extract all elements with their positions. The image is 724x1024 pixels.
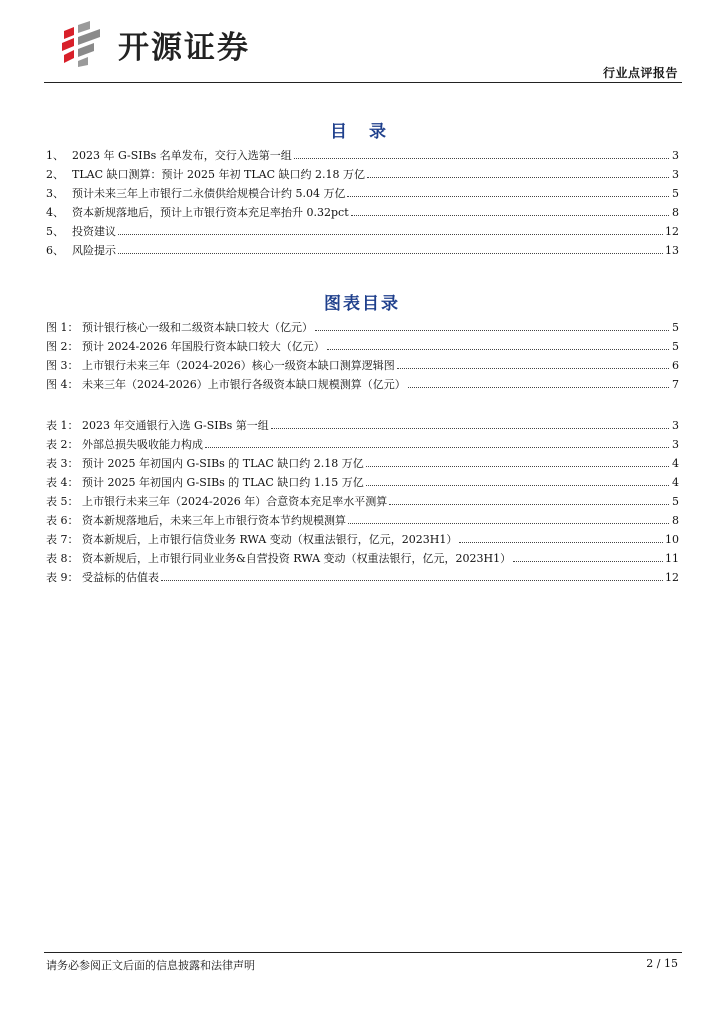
dot-leader <box>366 473 669 486</box>
table-entry-number: 表 8： <box>46 552 79 565</box>
dot-leader <box>459 530 663 543</box>
page-number: 2 / 15 <box>646 957 678 970</box>
table-entry-page: 3 <box>672 438 679 451</box>
dot-leader <box>161 568 663 581</box>
figure-entry-page: 6 <box>672 359 679 372</box>
toc-entry-page: 13 <box>665 244 679 257</box>
toc-entry[interactable] <box>46 184 679 203</box>
table-entry-page: 4 <box>672 476 679 489</box>
toc-entry-number: 6、 <box>46 244 64 257</box>
table-entry-number: 表 6： <box>46 514 79 527</box>
toc-entry-page: 3 <box>672 149 679 162</box>
figure-entry-number: 图 3： <box>46 359 79 372</box>
dot-leader <box>366 454 669 467</box>
toc-entry-number: 3、 <box>46 187 64 200</box>
table-entry-title: 外部总损失吸收能力构成 <box>82 438 203 451</box>
figure-entry-title: 预计 2024-2026 年国股行资本缺口较大（亿元） <box>82 340 325 353</box>
table-entry[interactable] <box>46 568 679 587</box>
table-entry-title: 资本新规落地后，未来三年上市银行资本节约规模测算 <box>82 514 346 527</box>
figure-entry[interactable] <box>46 375 679 394</box>
toc-entry-number: 1、 <box>46 149 64 162</box>
table-entry-page: 11 <box>665 552 679 565</box>
table-entry-page: 10 <box>665 533 679 546</box>
toc-entry-number: 4、 <box>46 206 64 219</box>
table-entry[interactable] <box>46 435 679 454</box>
figure-entry-number: 图 4： <box>46 378 79 391</box>
report-type-label: 行业点评报告 <box>602 66 678 80</box>
toc-entry-page: 5 <box>672 187 679 200</box>
figure-entry-number: 图 2： <box>46 340 79 353</box>
dot-leader <box>408 375 669 388</box>
table-entry[interactable] <box>46 473 679 492</box>
figure-entry[interactable] <box>46 337 679 356</box>
dot-leader <box>271 416 669 429</box>
dot-leader <box>315 318 669 331</box>
table-entry-number: 表 2： <box>46 438 79 451</box>
header-divider <box>44 82 682 83</box>
figure-list <box>46 318 679 394</box>
dot-leader <box>205 435 669 448</box>
toc-entry[interactable] <box>46 241 679 260</box>
toc-entry[interactable] <box>46 146 679 165</box>
table-entry-title: 资本新规后，上市银行信贷业务 RWA 变动（权重法银行，亿元，2023H1） <box>82 533 458 546</box>
footer-divider <box>44 952 682 953</box>
table-entry[interactable] <box>46 530 679 549</box>
table-entry-title: 2023 年交通银行入选 G-SIBs 第一组 <box>82 419 269 432</box>
table-entry[interactable] <box>46 492 679 511</box>
figure-entry-title: 未来三年（2024-2026）上市银行各级资本缺口规模测算（亿元） <box>82 378 406 391</box>
dot-leader <box>118 222 663 235</box>
table-entry-title: 预计 2025 年初国内 G-SIBs 的 TLAC 缺口约 1.15 万亿 <box>82 476 364 489</box>
toc-entry-page: 3 <box>672 168 679 181</box>
figure-entry[interactable] <box>46 318 679 337</box>
toc-entry-title: TLAC 缺口测算：预计 2025 年初 TLAC 缺口约 2.18 万亿 <box>72 168 365 181</box>
table-entry-page: 4 <box>672 457 679 470</box>
table-entry-number: 表 4： <box>46 476 79 489</box>
table-entry-number: 表 5： <box>46 495 79 508</box>
toc-entry-title: 预计未来三年上市银行二永债供给规模合计约 5.04 万亿 <box>72 187 346 200</box>
dot-leader <box>351 203 669 216</box>
toc-entry-title: 资本新规落地后，预计上市银行资本充足率抬升 0.32pct <box>72 206 349 219</box>
dot-leader <box>367 165 669 178</box>
table-entry-number: 表 7： <box>46 533 79 546</box>
footer-disclaimer: 请务必参阅正文后面的信息披露和法律声明 <box>46 959 255 972</box>
figure-entry-title: 上市银行未来三年（2024-2026）核心一级资本缺口测算逻辑图 <box>82 359 395 372</box>
table-entry[interactable] <box>46 549 679 568</box>
dot-leader <box>294 146 669 159</box>
figures-toc-title: 图表目录 <box>324 294 400 314</box>
dot-leader <box>347 184 669 197</box>
table-entry-page: 8 <box>672 514 679 527</box>
brand-name: 开源证券 <box>118 29 250 66</box>
toc-entry-page: 12 <box>665 225 679 238</box>
toc-entry-title: 投资建议 <box>72 225 116 238</box>
table-entry-title: 预计 2025 年初国内 G-SIBs 的 TLAC 缺口约 2.18 万亿 <box>82 457 364 470</box>
table-entry-page: 3 <box>672 419 679 432</box>
toc-entry-page: 8 <box>672 206 679 219</box>
figure-entry-title: 预计银行核心一级和二级资本缺口较大（亿元） <box>82 321 313 334</box>
toc-entry[interactable] <box>46 203 679 222</box>
figure-entry-page: 7 <box>672 378 679 391</box>
table-entry-number: 表 9： <box>46 571 79 584</box>
table-list <box>46 416 679 587</box>
table-entry-title: 受益标的估值表 <box>82 571 159 584</box>
dot-leader <box>397 356 669 369</box>
table-entry-number: 表 3： <box>46 457 79 470</box>
table-entry-page: 12 <box>665 571 679 584</box>
figure-entry[interactable] <box>46 356 679 375</box>
table-entry[interactable] <box>46 511 679 530</box>
dot-leader <box>327 337 669 350</box>
toc-entry-title: 2023 年 G-SIBs 名单发布，交行入选第一组 <box>72 149 292 162</box>
toc-entry-number: 5、 <box>46 225 64 238</box>
toc-entry-title: 风险提示 <box>72 244 116 257</box>
table-entry[interactable] <box>46 454 679 473</box>
brand-mark-icon <box>60 21 106 67</box>
figure-entry-number: 图 1： <box>46 321 79 334</box>
table-entry-number: 表 1： <box>46 419 79 432</box>
toc-title: 目 录 <box>330 122 394 142</box>
dot-leader <box>118 241 663 254</box>
toc-entry-number: 2、 <box>46 168 64 181</box>
toc-entry[interactable] <box>46 222 679 241</box>
figure-entry-page: 5 <box>672 340 679 353</box>
toc-list <box>46 146 679 260</box>
table-entry-page: 5 <box>672 495 679 508</box>
table-entry-title: 资本新规后，上市银行同业业务&自营投资 RWA 变动（权重法银行，亿元，2023H1） <box>82 552 512 565</box>
brand-logo <box>60 18 250 70</box>
figure-entry-page: 5 <box>672 321 679 334</box>
dot-leader <box>348 511 669 524</box>
table-entry[interactable] <box>46 416 679 435</box>
table-entry-title: 上市银行未来三年（2024-2026 年）合意资本充足率水平测算 <box>82 495 388 508</box>
dot-leader <box>389 492 669 505</box>
toc-entry[interactable] <box>46 165 679 184</box>
dot-leader <box>513 549 663 562</box>
